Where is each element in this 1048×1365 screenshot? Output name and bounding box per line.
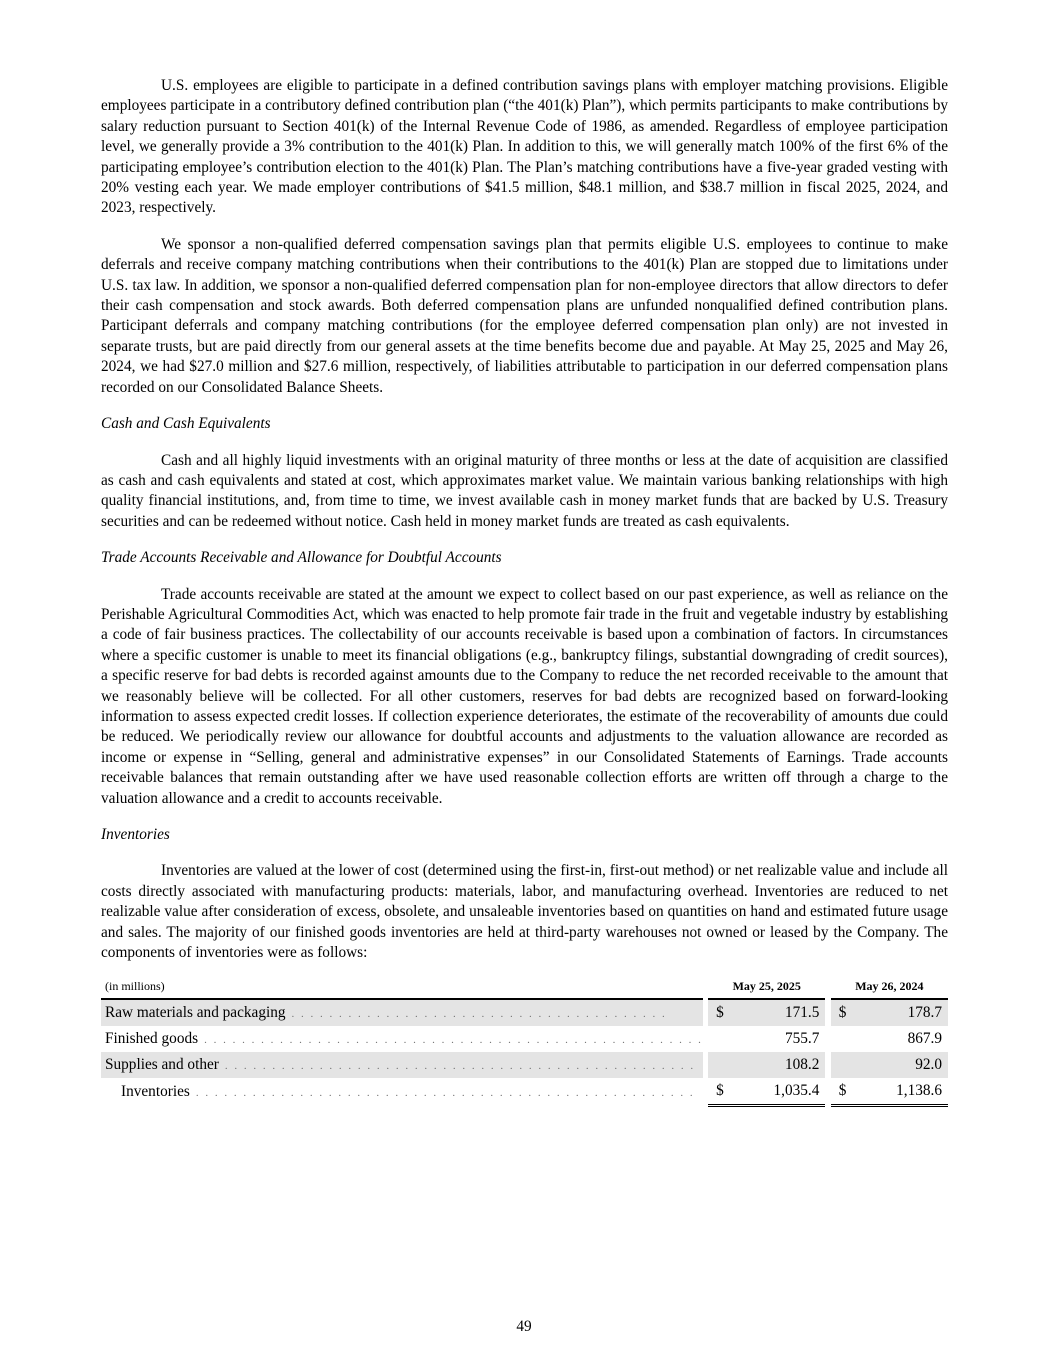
value-2024: 867.9: [907, 1030, 942, 1048]
paragraph-inventories: Inventories are valued at the lower of cost (determined using the first-in, first-out method) or net realizable value and include all costs directly associated with manufacturing products: materials, labor, and manufacturing overhead. Inventories are reduced to net realizable value after consideration of excess, obsolete, and unsaleable inventories based on quantities on hand and estimated future usage and sales. The majority of our finished goods inventories are held at third-party warehouses not owned or leased by the Company. The components of inventories were as follows:: [101, 862, 948, 962]
currency-symbol: $: [831, 999, 854, 1026]
value-2025: 108.2: [731, 1052, 826, 1078]
paragraph-cash: Cash and all highly liquid investments with an original maturity of three months or less at the date of acquisition are classified as cash and cash equivalents and stated at cost, which approximates market value. We maintain various banking relationships with high quality financial institutions, and, from time to time, we invest available cash in money market funds that are backed by U.S. Treasury securities and can be redeemed without notice. Cash held in money market funds are treated as cash equivalents.: [101, 451, 948, 530]
currency-symbol: [708, 1026, 731, 1052]
table-row-total: [101, 1078, 948, 1106]
heading-inventories: Inventories: [101, 826, 170, 843]
value-2025: 1,035.4: [731, 1078, 826, 1106]
unit-label: (in millions): [101, 979, 703, 999]
value-2024: 92.0: [853, 1052, 948, 1078]
document-body: [101, 76, 948, 1107]
currency-symbol: $: [831, 1078, 854, 1106]
value-2024: 1,138.6: [853, 1078, 948, 1106]
inventories-table: [101, 979, 948, 1107]
table-row: [101, 1026, 948, 1052]
column-header-2024: May 26, 2024: [831, 979, 948, 999]
currency-symbol: [831, 1052, 854, 1078]
table-header-row: [101, 979, 948, 999]
table-row: [101, 999, 948, 1026]
currency-symbol: $: [708, 1078, 731, 1106]
row-label: Supplies and other . . . . . . . . . . . . . . . . . . . . . . . . . . . . . . . . . . . . . . . . . . . . . . . . . .: [101, 1052, 703, 1078]
column-header-2025: May 25, 2025: [708, 979, 825, 999]
currency-symbol: $: [708, 999, 731, 1026]
paragraph-deferred-compensation: We sponsor a non-qualified deferred compensation savings plan that permits eligible U.S. employees to continue to make deferrals and receive company matching contributions when their contributions to the 401(k) Plan are stopped due to limitations under U.S. tax law. In addition, we sponsor a non-qualified deferred compensation plan for non-employee directors that allow directors to defer their cash compensation and stock awards. Both deferred compensation plans are unfunded nonqualified defined contribution plans. Participant deferrals and company matching contributions (for the employee deferred compensation plan only) are not invested in separate trusts, but are paid directly from our general assets at the time benefits become due and payable. At May 25, 2025 and May 26, 2024, we had $27.0 million and $27.6 million, respectively, of liabilities attributable to participation in our deferred compensation plans recorded on our Consolidated Balance Sheets.: [101, 235, 948, 396]
heading-cash: Cash and Cash Equivalents: [101, 415, 271, 433]
value-2025: 171.5: [731, 999, 826, 1026]
row-label: Finished goods . . . . . . . . . . . . . . . . . . . . . . . . . . . . . . . . . . . . . . . . . . . . . . . . . . . . .: [105, 1030, 703, 1048]
row-label: Inventories . . . . . . . . . . . . . . . . . . . . . . . . . . . . . . . . . . . . . . . . . . . . . . . . . . . . .: [121, 1083, 695, 1101]
paragraph-401k-plan: U.S. employees are eligible to participate in a defined contribution savings plans with employer matching provisions. Eligible employees participate in a contributory defined contribution plan (“the 401(k) Plan”), which permits participants to make contributions by salary reduction pursuant to Section 401(k) of the Internal Revenue Code of 1986, as amended. Regardless of employee participation level, we generally provide a 3% contribution to the 401(k) Plan. In addition to this, we will generally match 100% of the first 6% of the participating employee’s contribution election to the 401(k) Plan. The Plan’s matching contributions have a five-year graded vesting with 20% vesting each year. We made employer contributions of $41.5 million, $48.1 million, and $38.7 million in fiscal 2025, 2024, and 2023, respectively.: [101, 77, 948, 217]
heading-trade-receivables: Trade Accounts Receivable and Allowance for Doubtful Accounts: [101, 549, 502, 567]
paragraph-trade-receivables: Trade accounts receivable are stated at the amount we expect to collect based on our past experience, as well as reliance on the Perishable Agricultural Commodities Act, which was enacted to help promote fair trade in the fruit and vegetable industry by establishing a code of fair business practices. The collectability of our accounts receivable is based upon a combination of factors. In circumstances where a specific customer is unable to meet its financial obligations (e.g., bankruptcy filings, substantial downgrading of credit sources), a specific reserve for bad debts is recorded against amounts due to the Company to reduce the net recorded receivable to the amount that we reasonably believe will be collected. For all other customers, reserves for bad debts are recognized based on forward-looking information to assess expected credit losses. If collection experience deteriorates, the estimate of the recoverability of amounts due could be reduced. We periodically review our allowance for doubtful accounts and adjustments to the valuation allowance are recorded as income or expense in “Selling, general and administrative expenses” in our Consolidated Statements of Earnings. Trade accounts receivable balances that remain outstanding after we have used reasonable collection efforts are written off through a charge to the valuation allowance and a credit to accounts receivable.: [101, 585, 948, 807]
value-2025: 755.7: [784, 1030, 820, 1048]
page-number: 49: [516, 1318, 532, 1335]
currency-symbol: [831, 1026, 854, 1052]
table-row: [101, 1052, 948, 1078]
value-2024: 178.7: [853, 999, 948, 1026]
row-label: Raw materials and packaging . . . . . . . . . . . . . . . . . . . . . . . . . . . . . . . . . . . . . . . .: [101, 999, 703, 1026]
currency-symbol: [708, 1052, 731, 1078]
